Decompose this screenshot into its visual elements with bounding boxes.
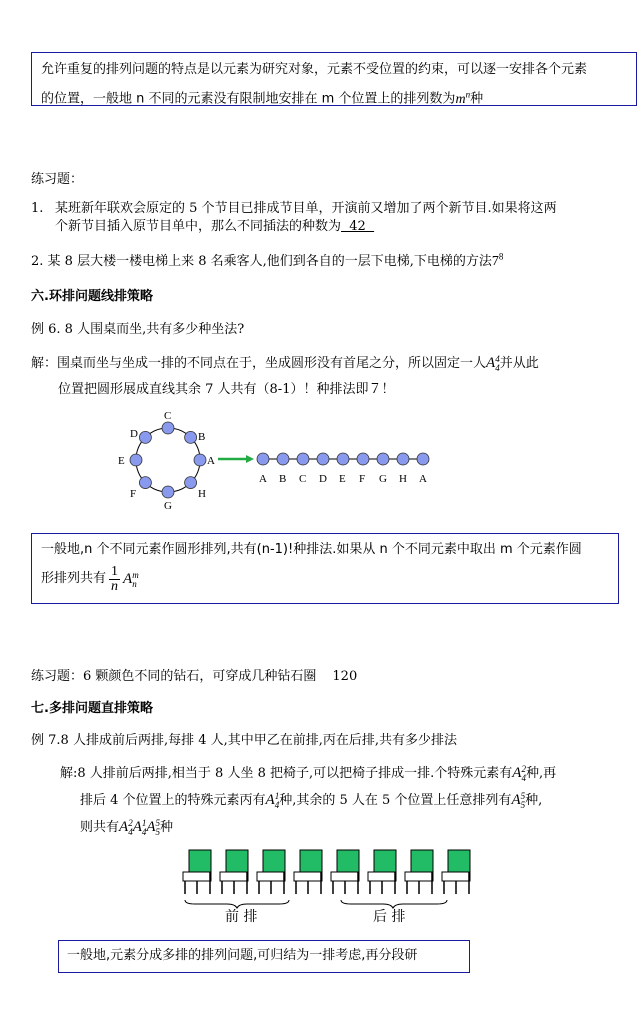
chair-back [411, 850, 433, 872]
line-node [297, 453, 309, 465]
box1-line1: 允许重复的排列问题的特点是以元素为研究对象，元素不受位置的约束，可以逐一安排各个元素 [41, 62, 588, 77]
line-node [257, 453, 269, 465]
box2-line2-text: 形排列共有 [41, 571, 107, 586]
chair-seat [331, 872, 359, 881]
circle-to-line-diagram [110, 405, 440, 515]
circle-node [194, 454, 206, 466]
circle-label-a: A [207, 455, 215, 467]
section6-solution [31, 350, 539, 403]
chair-back [300, 850, 322, 872]
practice2-text: 练习题：6 颗颜色不同的钻石，可穿成几种钻石圈 [31, 669, 317, 684]
q2-exp: 8 [498, 251, 504, 262]
chair-seat [368, 872, 396, 881]
sol6-line2: 位置把圆形展成直线其余 7 人共有（8-1）！种排法即７！ [58, 382, 395, 397]
chair-back [226, 850, 248, 872]
chair-seat [257, 872, 285, 881]
line-node [357, 453, 369, 465]
practice-q2 [31, 250, 503, 270]
sol7-line1-post: 种,再 [525, 766, 557, 781]
line-label: G [379, 473, 387, 485]
chair-back [263, 850, 285, 872]
definition-box-3 [58, 940, 470, 973]
circle-node [185, 431, 197, 443]
sol7-line2: 排后 4 个位置上的特殊元素丙有 [80, 793, 266, 808]
chair-icon [368, 850, 396, 894]
q2-formula [491, 251, 504, 269]
formula-A: A [486, 355, 496, 371]
line-node [337, 453, 349, 465]
circle-node [139, 477, 151, 489]
formula-A55: A 5 5 [511, 790, 526, 810]
front-row-label: 前 排 [225, 909, 258, 925]
formula-sup: m [132, 569, 139, 580]
arrow-icon [218, 455, 254, 463]
circle-node [185, 477, 197, 489]
circle-label-f: F [130, 488, 137, 500]
sol7-line3-post: 种 [160, 820, 174, 835]
sol7-line1: 解:8 人排前后两排,相当于 8 人坐 8 把椅子,可以把椅子排成一排.个特殊元素有 [60, 766, 513, 781]
definition-box-2 [31, 533, 619, 604]
chair-icon [257, 850, 285, 894]
chair-back [448, 850, 470, 872]
practice-2 [31, 665, 357, 684]
circle-label-b: B [198, 431, 206, 443]
fraction-denominator: n [111, 578, 119, 594]
q1-number: 1. [31, 201, 44, 216]
circle-node [139, 431, 151, 443]
formula-A: A [123, 571, 133, 587]
chair-seat [405, 872, 433, 881]
sol7-line2-mid: 种,其余的 5 人在 5 个位置上任意排列有 [279, 793, 512, 808]
section6-title: 六.环排问题线排策略 [31, 289, 153, 304]
chair-icon [294, 850, 322, 894]
definition-box-1 [31, 52, 637, 106]
line-node [397, 453, 409, 465]
formula-Anm [123, 567, 139, 591]
chair-back [337, 850, 359, 872]
sol6-line1: 解：围桌而坐与坐成一排的不同点在于，坐成圆形没有首尾之分，所以固定一人 [31, 356, 487, 371]
practice-q1 [31, 200, 557, 236]
formula-base: m [455, 91, 466, 107]
formula-A14: A 1 4 [265, 790, 280, 810]
formula-sup: 4 [495, 353, 500, 364]
line-label: C [299, 473, 307, 485]
line-label: A [419, 473, 427, 485]
line-label: B [279, 473, 287, 485]
line-label: A [259, 473, 267, 485]
chairs-diagram [175, 848, 475, 928]
formula-sub: n [132, 578, 137, 589]
q2-text: 2. 某 8 层大楼一楼电梯上来 8 名乘客人,他们到各自的一层下电梯,下电梯的方法 [31, 254, 492, 269]
circle-label-e: E [118, 455, 125, 467]
line-label: E [339, 473, 346, 485]
formula-sub: 4 [495, 362, 500, 373]
box2-line2 [41, 562, 618, 596]
circle-node [162, 486, 174, 498]
practice-heading: 练习题： [31, 172, 84, 187]
chair-icon [442, 850, 470, 894]
circle-label-g: G [164, 500, 172, 512]
chair-icon [405, 850, 433, 894]
chair-back [189, 850, 211, 872]
line-label: F [359, 473, 366, 485]
formula-exp: n [465, 89, 471, 99]
chair-seat [442, 872, 470, 881]
section7-solution [60, 760, 556, 841]
fraction-1-over-n [109, 565, 120, 594]
sol7-line3: 则共有 [80, 820, 120, 835]
line-node [277, 453, 289, 465]
q1-line2: 个新节目插入原节目单中，那么不同插法的种数为 [55, 219, 342, 234]
sol6-line1-post: 并从此 [499, 356, 539, 371]
q2-base: 7 [491, 254, 499, 269]
q1-line1: 某班新年联欢会原定的 5 个节目已排成节目单，开演前又增加了两个新节目.如果将这两 [55, 201, 557, 216]
formula-A44 [486, 355, 500, 371]
chair-seat [183, 872, 211, 881]
sol7-line2-post: 种, [525, 793, 543, 808]
circle-arrangement [118, 410, 215, 512]
section6-example: 例 6. 8 人围桌而坐,共有多少种坐法? [31, 322, 245, 337]
line-node [377, 453, 389, 465]
box1-line2 [41, 82, 636, 112]
circle-node [130, 454, 142, 466]
chair-icon [331, 850, 359, 894]
chair-seat [294, 872, 322, 881]
formula-m-power-n [455, 89, 471, 107]
practice2-answer: 120 [332, 669, 358, 684]
chair-icon [220, 850, 248, 894]
circle-node [162, 422, 174, 434]
box2-line1: 一般地,n 个不同元素作圆形排列,共有(n-1)!种排法.如果从 n 个不同元素中取出 m 个元素作圆 [41, 542, 582, 557]
formula-A24: A 2 4 [512, 763, 526, 783]
box1-line2-post: 种 [470, 91, 484, 107]
line-arrangement [257, 453, 429, 485]
section7-example: 例 7.8 人排成前后两排,每排 4 人,其中甲乙在前排,丙在后排,共有多少排法 [31, 733, 458, 748]
circle-label-h: H [198, 488, 206, 500]
q1-answer: 42 [341, 219, 375, 234]
box1-line2-text: 的位置，一般地 n 不同的元素没有限制地安排在 m 个位置上的排列数为 [41, 91, 456, 107]
chair-icon [183, 850, 211, 894]
fraction-numerator: 1 [111, 563, 119, 579]
line-label: D [319, 473, 327, 485]
circle-label-d: D [130, 428, 138, 440]
back-row-label: 后 排 [373, 909, 406, 925]
box3-text: 一般地,元素分成多排的排列问题,可归结为一排考虑,再分段研 [67, 948, 418, 963]
formula-product: A 2 4 A 1 4 A 5 5 [119, 817, 161, 837]
circle-label-c: C [164, 410, 172, 422]
section7-title: 七.多排问题直排策略 [31, 701, 153, 716]
line-label: H [399, 473, 407, 485]
line-node [317, 453, 329, 465]
chair-back [374, 850, 396, 872]
chair-seat [220, 872, 248, 881]
line-node [417, 453, 429, 465]
